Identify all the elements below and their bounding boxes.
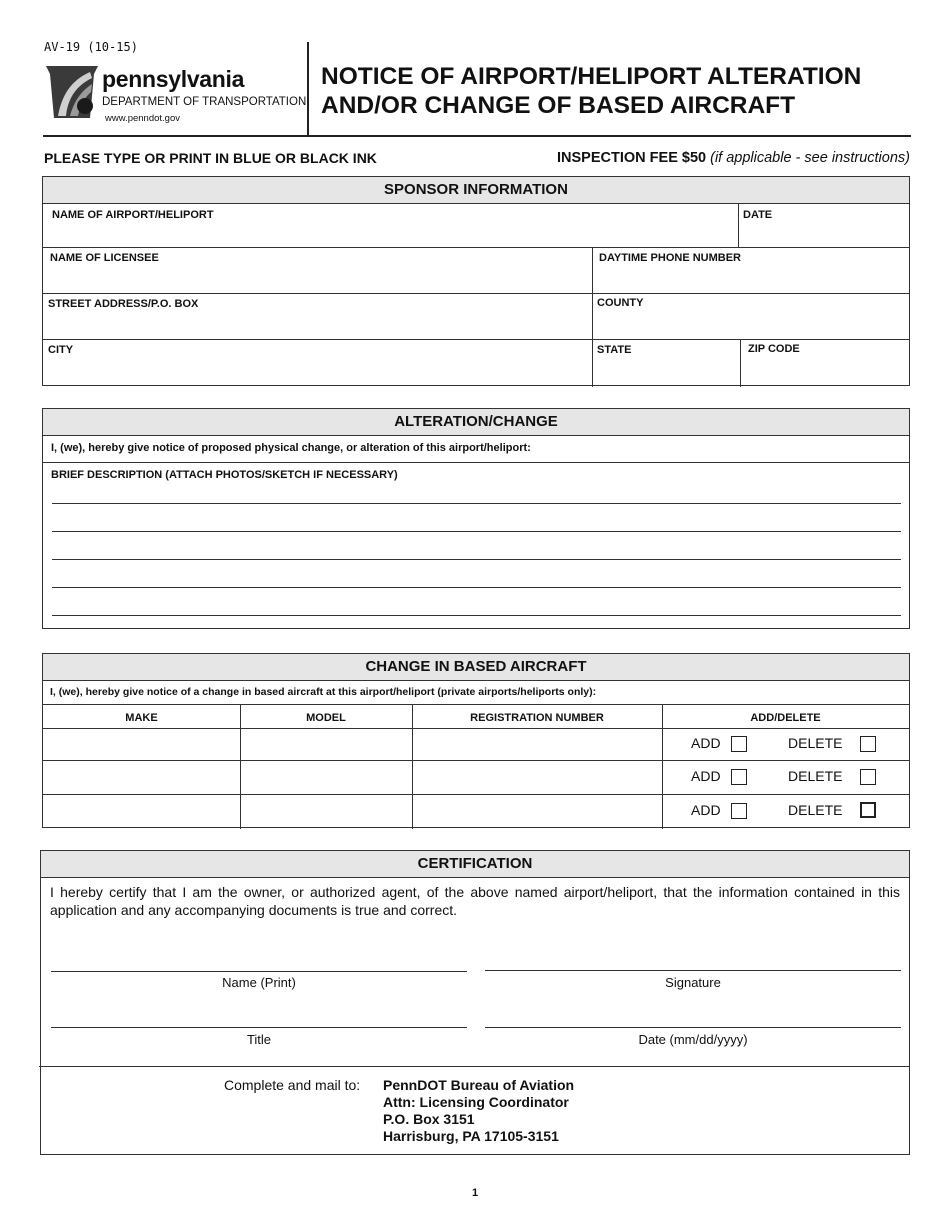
signature-line[interactable] (485, 970, 901, 971)
logo-url[interactable]: www.penndot.gov (105, 113, 180, 124)
ink-instruction: PLEASE TYPE OR PRINT IN BLUE OR BLACK INK (44, 150, 377, 166)
add-label: ADD (691, 768, 721, 784)
description-line[interactable] (52, 559, 901, 560)
alteration-section (42, 408, 910, 629)
add-checkbox[interactable] (731, 736, 747, 752)
logo-state-name: pennsylvania (102, 66, 245, 92)
mailing-address (383, 1077, 574, 1145)
mail-to-label: Complete and mail to: (224, 1077, 361, 1093)
form-code: AV-19 (10-15) (44, 40, 138, 54)
divider (43, 794, 909, 795)
based-aircraft-section (42, 653, 910, 828)
delete-label: DELETE (788, 735, 843, 751)
form-title-line2: AND/OR CHANGE OF BASED AIRCRAFT (321, 92, 796, 119)
description-line[interactable] (52, 615, 901, 616)
name-print-label: Name (Print) (222, 975, 296, 990)
date-line[interactable] (485, 1027, 901, 1028)
description-label: BRIEF DESCRIPTION (ATTACH PHOTOS/SKETCH IF NECESSARY) (51, 469, 398, 481)
certification-section (40, 850, 910, 1155)
divider (43, 462, 909, 463)
address-line: Attn: Licensing Coordinator (383, 1094, 569, 1110)
delete-checkbox[interactable] (860, 736, 876, 752)
delete-label: DELETE (788, 802, 843, 818)
address-line: P.O. Box 3151 (383, 1111, 475, 1127)
divider (43, 293, 909, 294)
delete-checkbox[interactable] (860, 802, 876, 818)
column-add-delete: ADD/DELETE (750, 712, 821, 724)
county-field[interactable]: COUNTY (597, 297, 644, 309)
add-checkbox[interactable] (731, 803, 747, 819)
logo-department: DEPARTMENT OF TRANSPORTATION (102, 96, 307, 108)
divider (43, 728, 909, 729)
description-line[interactable] (52, 503, 901, 504)
address-line: PennDOT Bureau of Aviation (383, 1077, 575, 1093)
date-label: Date (mm/dd/yyyy) (638, 1032, 748, 1047)
divider (43, 247, 909, 248)
delete-checkbox[interactable] (860, 769, 876, 785)
description-line[interactable] (52, 587, 901, 588)
description-line[interactable] (52, 531, 901, 532)
sponsor-heading: SPONSOR INFORMATION (43, 177, 909, 204)
divider (43, 704, 909, 705)
form-title (321, 62, 911, 120)
column-make: MAKE (125, 712, 158, 724)
city-field[interactable]: CITY (48, 344, 74, 356)
daytime-phone-field[interactable]: DAYTIME PHONE NUMBER (599, 252, 741, 264)
address-line: Harrisburg, PA 17105-3151 (383, 1128, 559, 1144)
divider (43, 339, 909, 340)
alteration-notice: I, (we), hereby give notice of proposed physical change, or alteration of this airport/heliport: (51, 442, 531, 454)
aircraft-heading: CHANGE IN BASED AIRCRAFT (43, 654, 909, 681)
state-field[interactable]: STATE (597, 344, 632, 356)
inspection-fee (557, 150, 910, 166)
page-number: 1 (471, 1187, 479, 1199)
form-title-line1: NOTICE OF AIRPORT/HELIPORT ALTERATION (321, 63, 862, 90)
name-print-line[interactable] (51, 971, 467, 972)
divider (738, 203, 739, 247)
licensee-name-field[interactable]: NAME OF LICENSEE (50, 252, 159, 264)
certification-statement: I hereby certify that I am the owner, or authorized agent, of the above named airport/heliport, that the information contained in this application and any accompanying documents is true and correct. (50, 884, 900, 918)
fee-label: INSPECTION FEE $50 (557, 150, 707, 166)
delete-label: DELETE (788, 768, 843, 784)
aircraft-notice: I, (we), hereby give notice of a change in based aircraft at this airport/heliport (private airports/heliports only): (50, 686, 597, 698)
divider (43, 760, 909, 761)
keystone-logo-icon (44, 64, 100, 120)
certification-heading: CERTIFICATION (41, 851, 909, 878)
divider (592, 247, 593, 387)
street-address-field[interactable]: STREET ADDRESS/P.O. BOX (48, 298, 199, 310)
sponsor-information-section (42, 176, 910, 386)
date-field[interactable]: DATE (743, 209, 773, 221)
alteration-heading: ALTERATION/CHANGE (43, 409, 909, 436)
header-horizontal-divider (43, 135, 911, 137)
divider (740, 339, 741, 387)
add-label: ADD (691, 802, 721, 818)
title-line[interactable] (51, 1027, 467, 1028)
add-checkbox[interactable] (731, 769, 747, 785)
title-label: Title (246, 1032, 272, 1047)
column-model: MODEL (306, 712, 346, 724)
airport-name-field[interactable]: NAME OF AIRPORT/HELIPORT (52, 209, 214, 221)
column-registration-number: REGISTRATION NUMBER (470, 712, 604, 724)
fee-note: (if applicable - see instructions) (710, 150, 910, 166)
signature-label: Signature (665, 975, 721, 990)
zip-code-field[interactable]: ZIP CODE (748, 343, 800, 355)
header-vertical-divider (307, 42, 309, 135)
divider (39, 1066, 909, 1067)
add-label: ADD (691, 735, 721, 751)
